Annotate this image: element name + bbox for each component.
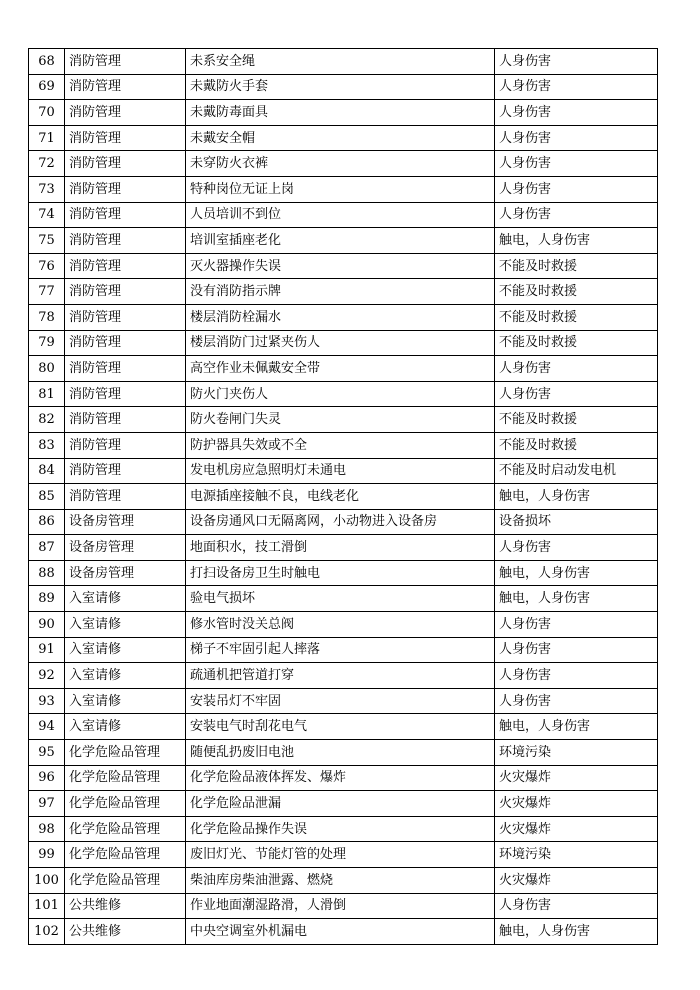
row-number-cell: 73: [29, 176, 65, 202]
table-row: [29, 74, 658, 100]
risk-cell: 化学危险品泄漏: [186, 791, 495, 817]
category-cell: 消防管理: [65, 253, 186, 279]
risk-cell: 发电机房应急照明灯未通电: [186, 458, 495, 484]
category-cell: 消防管理: [65, 381, 186, 407]
category-cell: 化学危险品管理: [65, 868, 186, 894]
row-number-cell: 92: [29, 663, 65, 689]
category-cell: 消防管理: [65, 330, 186, 356]
risk-cell: 未系安全绳: [186, 49, 495, 75]
consequence-cell: 不能及时救援: [495, 330, 658, 356]
category-cell: 化学危险品管理: [65, 842, 186, 868]
table-row: [29, 637, 658, 663]
table-row: [29, 765, 658, 791]
consequence-cell: 不能及时启动发电机: [495, 458, 658, 484]
risk-cell: 人员培训不到位: [186, 202, 495, 228]
consequence-cell: 触电，人身伤害: [495, 228, 658, 254]
risk-cell: 未戴防火手套: [186, 74, 495, 100]
table-row: [29, 228, 658, 254]
risk-cell: 打扫设备房卫生时触电: [186, 560, 495, 586]
row-number-cell: 102: [29, 919, 65, 945]
category-cell: 消防管理: [65, 432, 186, 458]
table-row: [29, 202, 658, 228]
category-cell: 入室请修: [65, 612, 186, 638]
category-cell: 消防管理: [65, 484, 186, 510]
consequence-cell: 触电，人身伤害: [495, 586, 658, 612]
risk-cell: 中央空调室外机漏电: [186, 919, 495, 945]
table-row: [29, 688, 658, 714]
consequence-cell: 人身伤害: [495, 893, 658, 919]
row-number-cell: 89: [29, 586, 65, 612]
risk-cell: 特种岗位无证上岗: [186, 176, 495, 202]
table-row: [29, 612, 658, 638]
risk-cell: 修水管时没关总阀: [186, 612, 495, 638]
table-row: [29, 919, 658, 945]
consequence-cell: 不能及时救援: [495, 304, 658, 330]
risk-cell: 化学危险品操作失误: [186, 816, 495, 842]
table-row: [29, 816, 658, 842]
consequence-cell: 人身伤害: [495, 74, 658, 100]
row-number-cell: 93: [29, 688, 65, 714]
consequence-cell: 人身伤害: [495, 612, 658, 638]
category-cell: 消防管理: [65, 356, 186, 382]
category-cell: 设备房管理: [65, 535, 186, 561]
consequence-cell: 不能及时救援: [495, 432, 658, 458]
table-row: [29, 176, 658, 202]
table-row: [29, 868, 658, 894]
category-cell: 消防管理: [65, 151, 186, 177]
row-number-cell: 76: [29, 253, 65, 279]
category-cell: 消防管理: [65, 407, 186, 433]
row-number-cell: 98: [29, 816, 65, 842]
row-number-cell: 71: [29, 125, 65, 151]
category-cell: 入室请修: [65, 714, 186, 740]
consequence-cell: 触电，人身伤害: [495, 919, 658, 945]
risk-cell: 未戴安全帽: [186, 125, 495, 151]
table-row: [29, 125, 658, 151]
consequence-cell: 不能及时救援: [495, 253, 658, 279]
consequence-cell: 环境污染: [495, 740, 658, 766]
table-row: [29, 663, 658, 689]
consequence-cell: 人身伤害: [495, 100, 658, 126]
consequence-cell: 人身伤害: [495, 125, 658, 151]
table-row: [29, 100, 658, 126]
row-number-cell: 88: [29, 560, 65, 586]
risk-cell: 验电气损坏: [186, 586, 495, 612]
consequence-cell: 不能及时救援: [495, 279, 658, 305]
table-row: [29, 484, 658, 510]
risk-cell: 设备房通风口无隔离网，小动物进入设备房: [186, 509, 495, 535]
row-number-cell: 86: [29, 509, 65, 535]
risk-cell: 随便乱扔废旧电池: [186, 740, 495, 766]
table-row: [29, 509, 658, 535]
row-number-cell: 95: [29, 740, 65, 766]
row-number-cell: 81: [29, 381, 65, 407]
row-number-cell: 74: [29, 202, 65, 228]
row-number-cell: 100: [29, 868, 65, 894]
consequence-cell: 火灾爆炸: [495, 791, 658, 817]
risk-cell: 安装吊灯不牢固: [186, 688, 495, 714]
consequence-cell: 人身伤害: [495, 663, 658, 689]
row-number-cell: 91: [29, 637, 65, 663]
table-row: [29, 151, 658, 177]
table-row: [29, 304, 658, 330]
category-cell: 消防管理: [65, 49, 186, 75]
row-number-cell: 79: [29, 330, 65, 356]
category-cell: 消防管理: [65, 74, 186, 100]
consequence-cell: 人身伤害: [495, 637, 658, 663]
row-number-cell: 85: [29, 484, 65, 510]
row-number-cell: 96: [29, 765, 65, 791]
category-cell: 化学危险品管理: [65, 740, 186, 766]
risk-cell: 高空作业未佩戴安全带: [186, 356, 495, 382]
consequence-cell: 人身伤害: [495, 688, 658, 714]
risk-table: [28, 48, 658, 945]
consequence-cell: 触电，人身伤害: [495, 714, 658, 740]
table-row: [29, 586, 658, 612]
row-number-cell: 84: [29, 458, 65, 484]
consequence-cell: 火灾爆炸: [495, 765, 658, 791]
row-number-cell: 77: [29, 279, 65, 305]
row-number-cell: 80: [29, 356, 65, 382]
row-number-cell: 97: [29, 791, 65, 817]
category-cell: 入室请修: [65, 663, 186, 689]
risk-cell: 安装电气时刮花电气: [186, 714, 495, 740]
row-number-cell: 69: [29, 74, 65, 100]
category-cell: 消防管理: [65, 100, 186, 126]
row-number-cell: 75: [29, 228, 65, 254]
risk-cell: 电源插座接触不良，电线老化: [186, 484, 495, 510]
row-number-cell: 87: [29, 535, 65, 561]
risk-cell: 没有消防指示牌: [186, 279, 495, 305]
table-row: [29, 458, 658, 484]
consequence-cell: 人身伤害: [495, 176, 658, 202]
table-row: [29, 432, 658, 458]
row-number-cell: 78: [29, 304, 65, 330]
risk-cell: 梯子不牢固引起人摔落: [186, 637, 495, 663]
table-row: [29, 791, 658, 817]
table-row: [29, 842, 658, 868]
row-number-cell: 90: [29, 612, 65, 638]
category-cell: 入室请修: [65, 586, 186, 612]
risk-cell: 楼层消防门过紧夹伤人: [186, 330, 495, 356]
table-row: [29, 279, 658, 305]
risk-cell: 柴油库房柴油泄露、燃烧: [186, 868, 495, 894]
category-cell: 入室请修: [65, 688, 186, 714]
category-cell: 入室请修: [65, 637, 186, 663]
row-number-cell: 99: [29, 842, 65, 868]
category-cell: 消防管理: [65, 304, 186, 330]
consequence-cell: 人身伤害: [495, 151, 658, 177]
consequence-cell: 触电，人身伤害: [495, 560, 658, 586]
table-row: [29, 356, 658, 382]
category-cell: 设备房管理: [65, 509, 186, 535]
category-cell: 消防管理: [65, 202, 186, 228]
risk-cell: 废旧灯光、节能灯管的处理: [186, 842, 495, 868]
consequence-cell: 人身伤害: [495, 202, 658, 228]
risk-cell: 作业地面潮湿路滑，人滑倒: [186, 893, 495, 919]
row-number-cell: 83: [29, 432, 65, 458]
category-cell: 消防管理: [65, 125, 186, 151]
row-number-cell: 70: [29, 100, 65, 126]
risk-cell: 防火卷闸门失灵: [186, 407, 495, 433]
consequence-cell: 火灾爆炸: [495, 816, 658, 842]
category-cell: 消防管理: [65, 279, 186, 305]
consequence-cell: 火灾爆炸: [495, 868, 658, 894]
risk-cell: 化学危险品液体挥发、爆炸: [186, 765, 495, 791]
table-row: [29, 893, 658, 919]
risk-cell: 灭火器操作失误: [186, 253, 495, 279]
risk-cell: 培训室插座老化: [186, 228, 495, 254]
row-number-cell: 72: [29, 151, 65, 177]
row-number-cell: 94: [29, 714, 65, 740]
category-cell: 设备房管理: [65, 560, 186, 586]
row-number-cell: 82: [29, 407, 65, 433]
consequence-cell: 人身伤害: [495, 381, 658, 407]
consequence-cell: 环境污染: [495, 842, 658, 868]
table-row: [29, 740, 658, 766]
category-cell: 消防管理: [65, 176, 186, 202]
risk-cell: 楼层消防栓漏水: [186, 304, 495, 330]
row-number-cell: 68: [29, 49, 65, 75]
category-cell: 公共维修: [65, 893, 186, 919]
category-cell: 消防管理: [65, 228, 186, 254]
table-row: [29, 253, 658, 279]
category-cell: 化学危险品管理: [65, 816, 186, 842]
risk-cell: 未戴防毒面具: [186, 100, 495, 126]
table-row: [29, 381, 658, 407]
risk-cell: 防护器具失效或不全: [186, 432, 495, 458]
risk-cell: 防火门夹伤人: [186, 381, 495, 407]
table-row: [29, 535, 658, 561]
category-cell: 化学危险品管理: [65, 791, 186, 817]
risk-table-body: [29, 49, 658, 945]
table-row: [29, 330, 658, 356]
category-cell: 化学危险品管理: [65, 765, 186, 791]
table-row: [29, 560, 658, 586]
category-cell: 公共维修: [65, 919, 186, 945]
table-row: [29, 407, 658, 433]
row-number-cell: 101: [29, 893, 65, 919]
category-cell: 消防管理: [65, 458, 186, 484]
table-row: [29, 49, 658, 75]
consequence-cell: 人身伤害: [495, 535, 658, 561]
risk-cell: 地面积水，技工滑倒: [186, 535, 495, 561]
risk-cell: 未穿防火衣裤: [186, 151, 495, 177]
consequence-cell: 不能及时救援: [495, 407, 658, 433]
consequence-cell: 设备损坏: [495, 509, 658, 535]
consequence-cell: 人身伤害: [495, 356, 658, 382]
risk-cell: 疏通机把管道打穿: [186, 663, 495, 689]
consequence-cell: 触电，人身伤害: [495, 484, 658, 510]
table-row: [29, 714, 658, 740]
consequence-cell: 人身伤害: [495, 49, 658, 75]
